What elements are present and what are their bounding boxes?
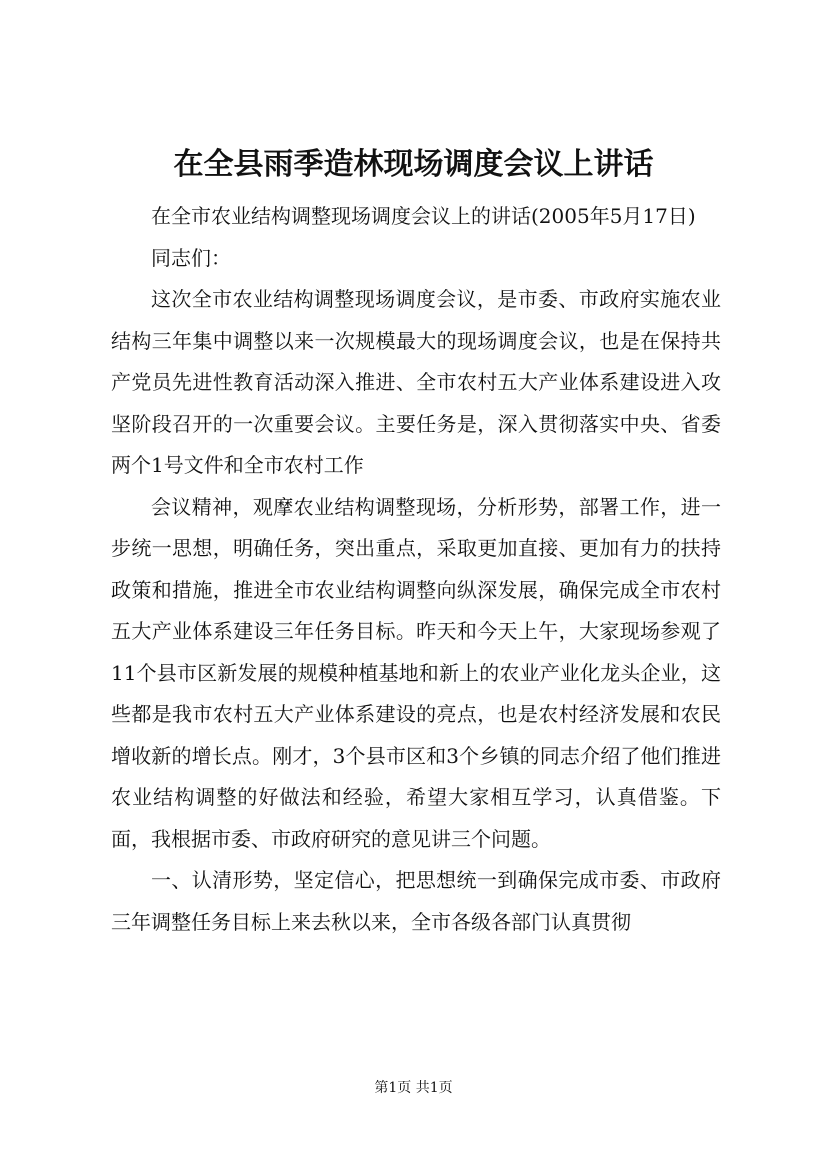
paragraph-salutation: 同志们：: [151, 245, 231, 270]
document-title: 在全县雨季造林现场调度会议上讲话: [173, 147, 654, 182]
paragraph-meeting-purpose: 会议精神，观摩农业结构调整现场，分析形势，部署工作，进一步统一思想，明确任务，突出重点，采取更加直接、更加有力的扶持政策和措施，推进全市农业结构调整向纵深发展，确保完成全市农村五大产业体系建设三年任务目标。昨天和今天上午，大家现场参观了11个县市区新发展的规模种植基地和新上的农业产业化龙头企业，这些都是我市农村五大产业体系建设的亮点，也是农村经济发展和农民增收新的增长点。刚才，3个县市区和3个乡镇的同志介绍了他们推进农业结构调整的好做法和经验，希望大家相互学习，认真借鉴。下面，我根据市委、市政府研究的意见讲三个问题。: [111, 494, 721, 851]
paragraph-meeting-intro: 这次全市农业结构调整现场调度会议，是市委、市政府实施农业结构三年集中调整以来一次规模最大的现场调度会议，也是在保持共产党员先进性教育活动深入推进、全市农村五大产业体系建设进入攻坚阶段召开的一次重要会议。主要任务是，深入贯彻落实中央、省委两个1号文件和全市农村工作: [111, 287, 721, 477]
page-number-footer: 第1页 共1页: [374, 1080, 453, 1096]
paragraph-section-one: 一、认清形势，坚定信心，把思想统一到确保完成市委、市政府三年调整任务目标上来去秋以来，全市各级各部门认真贯彻: [111, 868, 721, 934]
paragraph-subtitle: 在全市农业结构调整现场调度会议上的讲话(2005年5月17日): [151, 204, 696, 228]
document-body: [111, 196, 721, 943]
